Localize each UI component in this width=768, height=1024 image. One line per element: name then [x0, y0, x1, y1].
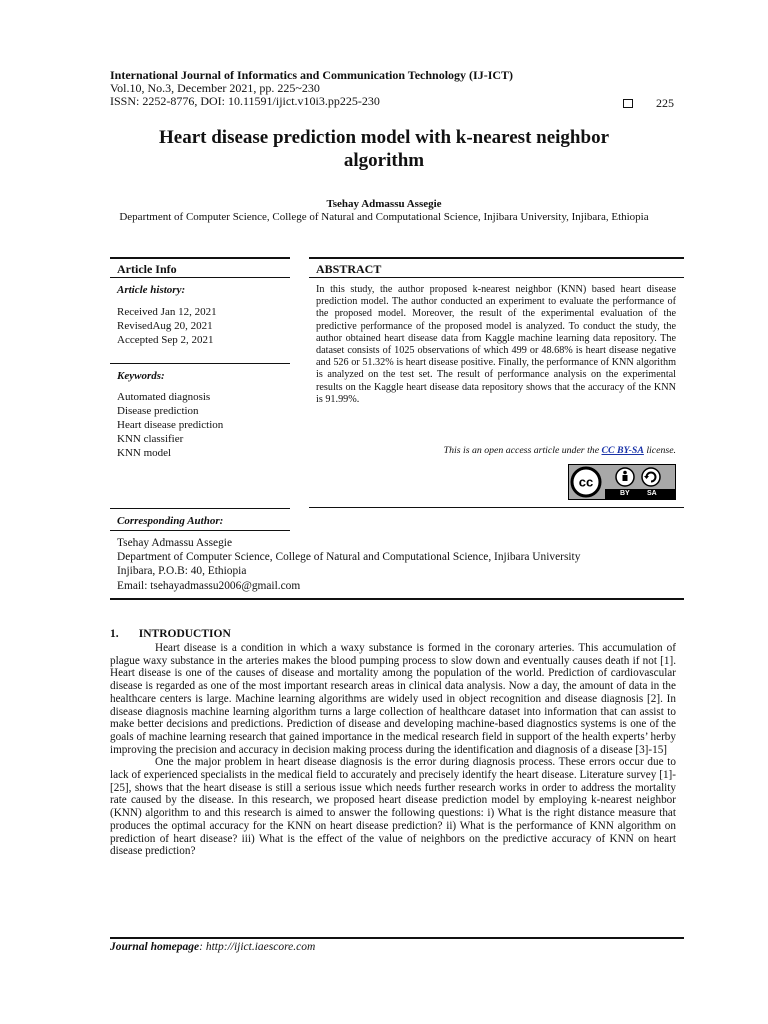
introduction-body	[110, 642, 676, 858]
journal-name: International Journal of Informatics and Communication Technology (IJ-ICT)	[110, 68, 514, 82]
divider	[110, 508, 290, 509]
license-note	[316, 445, 676, 456]
revised-date: RevisedAug 20, 2021	[117, 320, 213, 332]
divider	[309, 277, 684, 278]
article-history-heading: Article history:	[117, 284, 186, 296]
volume-info: Vol.10, No.3, December 2021, pp. 225~230	[110, 81, 320, 95]
cc-by-sa-link[interactable]: CC BY-SA	[601, 445, 644, 456]
introduction-heading: 1. INTRODUCTION	[110, 628, 231, 640]
issn-doi: ISSN: 2252-8776, DOI: 10.11591/ijict.v10i3.pp225-230	[110, 94, 380, 108]
journal-footer	[110, 941, 315, 953]
square-icon	[623, 99, 633, 108]
cc-badge-strip	[605, 489, 675, 499]
corresponding-details	[117, 536, 580, 593]
article-history	[117, 305, 217, 347]
journal-homepage-label: Journal homepage	[110, 941, 200, 953]
keyword: Automated diagnosis	[117, 391, 211, 403]
divider	[110, 257, 290, 259]
keywords-heading: Keywords:	[117, 370, 165, 382]
keywords-list	[117, 390, 223, 460]
article-info-heading: Article Info	[117, 262, 177, 276]
footer-divider	[110, 937, 684, 939]
divider	[110, 363, 290, 364]
title-line-2: algorithm	[343, 150, 425, 171]
accepted-date: Accepted Sep 2, 2021	[117, 334, 214, 346]
paragraph: One the major problem in heart disease diagnosis is the error during diagnosis process. These errors occur due to lack of experienced specialists in the medical field to accurately and precisely identify the heart disease. Literature survey [1]-[25], shows that the heart disease is still a serious issue which needs further research works in order to address the mortality rate caused by the disease. In this research, we proposed heart disease prediction model by employing k-nearest neighbor (KNN) algorithm to and this research is aimed to answer the following questions: i) What is the right distance measure that produces the optimal accuracy for the KNN on heart disease prediction? ii) What is the performance of KNN algorithm on prediction of heart disease? iii) What is the effect of the value of neighbors on the predictive accuracy of KNN on heart disease prediction?	[110, 756, 676, 858]
author-name: Tsehay Admassu Assegie	[326, 198, 442, 210]
divider	[110, 598, 684, 600]
divider	[110, 277, 290, 278]
abstract-heading: ABSTRACT	[316, 262, 382, 276]
keyword: KNN model	[117, 447, 172, 459]
cc-letters: cc	[578, 474, 594, 490]
corresponding-heading: Corresponding Author:	[117, 515, 224, 527]
author-affiliation: Department of Computer Science, College of Natural and Computational Science, Injibara University, Injibara, Ethiopia	[119, 211, 649, 223]
journal-homepage-link[interactable]: http://ijict.iaescore.com	[205, 941, 316, 953]
by-label: BY	[620, 490, 630, 497]
keyword: Disease prediction	[117, 405, 199, 417]
corresponding-address: Injibara, P.O.B: 40, Ethiopia	[117, 565, 247, 578]
paragraph: Heart disease is a condition in which a waxy substance is formed in the coronary arteries. This accumulation of plague waxy substance in the arteries makes the blood pumping process to slow down and eventually causes death if not [1]. Heart disease is one of the causes of disease and mortality among the population of the world. Prediction of cardiovascular disease is regarded as one of the most important research areas in clinical data analysis. Now a day, the amount of data in the healthcare centers is large. Machine learning algorithms are widely used in object recognition and disease diagnosis [2]. In disease diagnosis machine learning algorithm turns a large collection of healthcare dataset into information that can assist to make better decisions and predictions. Prediction of disease and developing machine-based diagnostics systems is one of the goals of machine learning research that gained importance in the medical research field in support of the health experts’ herby improving the precision and accuracy in decision making process during the identification and diagnosis of a disease [3]-15]	[110, 642, 676, 756]
license-text-pre: This is an open access article under the	[443, 445, 602, 456]
license-text-post: license.	[643, 445, 676, 456]
sa-label: SA	[647, 490, 657, 497]
sa-share-alike-icon	[642, 468, 660, 486]
received-date: Received Jan 12, 2021	[117, 306, 217, 318]
paper-title	[100, 126, 668, 172]
keyword: Heart disease prediction	[117, 419, 224, 431]
divider	[110, 530, 290, 531]
cc-by-sa-badge[interactable]	[568, 464, 676, 500]
divider	[309, 257, 684, 259]
keyword: KNN classifier	[117, 433, 184, 445]
footer-separator: :	[199, 941, 206, 953]
page-number: 225	[656, 96, 674, 110]
corresponding-email: Email: tsehayadmassu2006@gmail.com	[117, 579, 301, 592]
corresponding-department: Department of Computer Science, College of Natural and Computational Science, Injibara University	[117, 551, 581, 564]
title-line-1: Heart disease prediction model with k-nearest neighbor	[159, 127, 609, 148]
journal-header	[110, 69, 513, 108]
corresponding-name: Tsehay Admassu Assegie	[117, 537, 232, 549]
divider	[309, 507, 684, 508]
abstract-text: In this study, the author proposed k-nearest neighbor (KNN) based heart disease prediction model. The author conducted an experiment to evaluate the performance of the proposed model. Moreover, the result of the experimental evaluation of the predictive performance of the proposed model is analyzed. To conduct the study, the author obtained heart disease data from Kaggle machine learning data repository. The dataset consists of 1025 observations of which 499 or 48.68% is heart disease negative and 526 or 51.32% is heart disease positive. Finally, the performance of KNN algorithm is analyzed on the test set. The result of performance analysis on the experimental results on the Kaggle heart disease data repository shows that the accuracy of the KNN is 91.99%.	[316, 284, 676, 405]
